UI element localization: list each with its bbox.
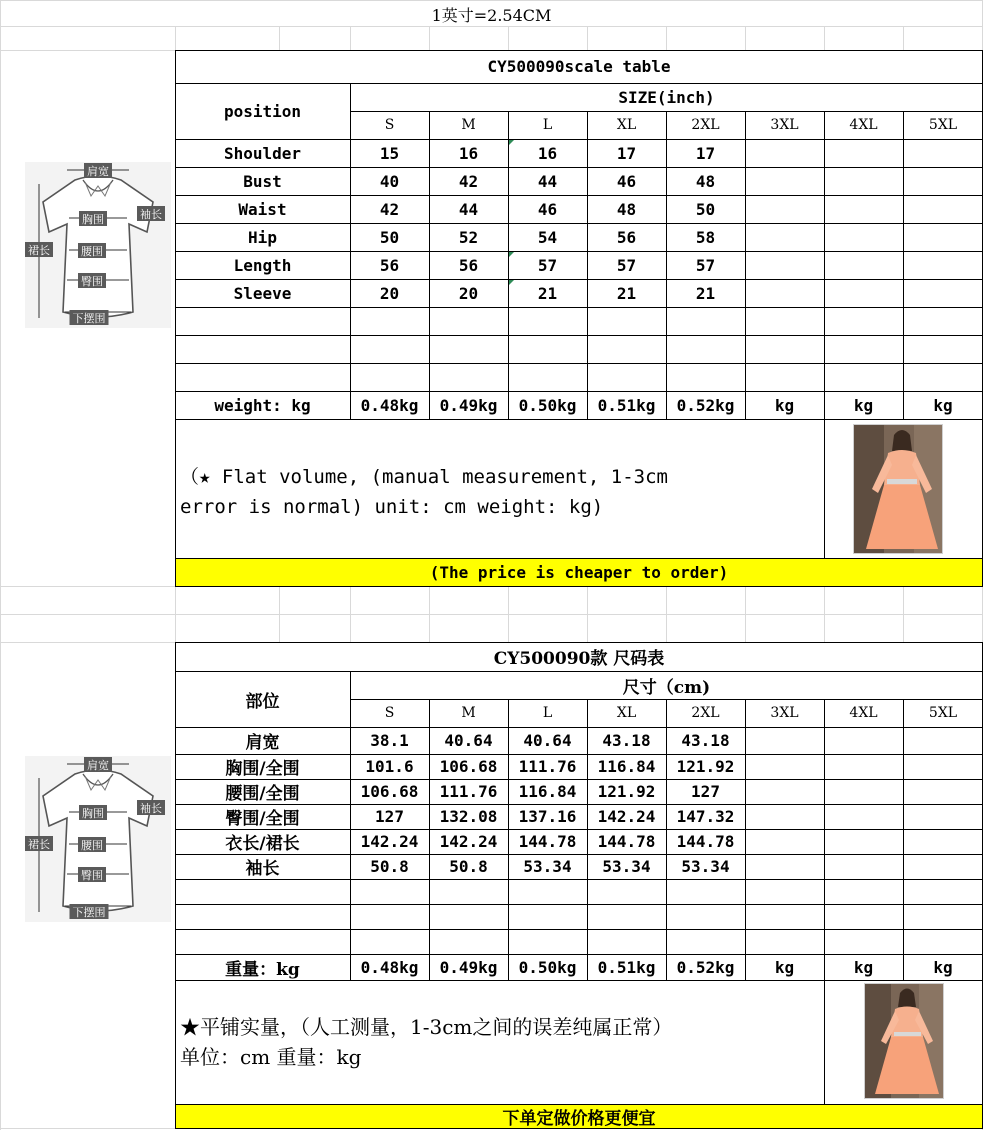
table-cell: 58 [695,227,716,247]
size-4xl: 4XL [849,705,878,721]
table-cell: 53.34 [681,857,730,876]
table-cell: 20 [379,283,400,303]
diagram-label: 下摆围 [72,906,106,919]
table-cell: 127 [375,807,404,826]
table-cell: 43.18 [602,731,651,750]
weight-cell: 0.50kg [518,957,577,977]
cell-marker [509,252,514,257]
measurement-note: （★ Flat volume, (manual measurement, 1-3cm [180,466,668,488]
table-cell: 46 [537,199,558,219]
price-banner: (The price is cheaper to order) [429,562,729,582]
table-cell: 43.18 [681,731,730,750]
weight-cell: 0.52kg [676,957,735,977]
table-cell: 46 [616,171,637,191]
weight-cell: 0.51kg [597,957,656,977]
table-cell: 44 [458,199,479,219]
weight-cell: 0.51kg [597,395,656,415]
product-photo [853,424,943,554]
table-cell: 144.78 [518,832,577,851]
table-cell: 116.84 [597,757,656,776]
table-cell: 50.8 [370,857,409,876]
diagram-label: 肩宽 [87,759,109,772]
table-cell: 42 [379,199,400,219]
row-label: Bust [243,171,282,191]
unit-note: 单位：cm 重量：kg [180,1045,362,1069]
table-cell: 44 [537,171,558,191]
position-header: position [223,101,302,121]
table-cell: 56 [379,255,400,275]
table-cell: 121.92 [676,757,735,776]
table-cell: 147.32 [676,807,735,826]
table-cell: 106.68 [439,757,498,776]
table-cell: 20 [458,283,479,303]
table-cell: 137.16 [518,807,577,826]
weight-cell: kg [774,957,795,977]
size-header: SIZE(inch) [618,87,715,107]
diagram-label: 袖长 [140,802,162,815]
cell-marker [509,140,514,145]
row-label: 臀围/全围 [225,809,300,829]
size-5xl: 5XL [928,117,958,133]
weight-cell: kg [853,395,874,415]
diagram-label: 袖长 [140,208,162,221]
table-cell: 142.24 [439,832,498,851]
size-m: M [461,705,476,721]
table-cell: 121.92 [597,782,656,801]
table-cell: 21 [695,283,716,303]
weight-cell: kg [933,957,953,977]
table-cell: 17 [695,143,716,163]
table-cell: 106.68 [360,782,419,801]
diagram-label: 胸围 [82,213,104,226]
row-label: Sleeve [233,283,292,303]
size-2xl: 2XL [691,117,720,133]
measurement-note: ★平铺实量，（人工测量，1-3cm之间的误差纯属正常） [180,1015,673,1039]
table-cell: 111.76 [439,782,498,801]
table-cell: 17 [616,143,637,163]
table-cell: 57 [616,255,637,275]
weight-cell: kg [853,957,874,977]
size-header: 尺寸（cm) [622,677,711,698]
diagram-label: 腰围 [81,839,103,852]
table-cell: 127 [691,782,720,801]
diagram-label: 臀围 [81,869,103,882]
diagram-label: 臀围 [81,275,103,288]
size-s: S [384,117,395,133]
size-xl: XL [616,117,637,133]
price-banner: 下单定做价格更便宜 [502,1108,656,1129]
table-cell: 142.24 [597,807,656,826]
table-cell: 21 [537,283,558,303]
table-cell: 40.64 [444,731,493,750]
diagram-label: 肩宽 [87,165,109,178]
table-cell: 50 [695,199,716,219]
table-cell: 40.64 [523,731,572,750]
weight-cell: 0.49kg [439,957,498,977]
row-label: 肩宽 [245,733,280,753]
row-label: Shoulder [223,143,302,163]
diagram-label: 胸围 [82,807,104,820]
table-title: CY500090款 尺码表 [493,649,665,669]
table-cell: 56 [458,255,479,275]
weight-label: 重量：kg [225,959,300,980]
table-cell: 53.34 [523,857,572,876]
weight-cell: 0.49kg [439,395,498,415]
table-cell: 57 [695,255,716,275]
table-cell: 16 [458,143,479,163]
size-l: L [542,117,553,133]
size-l: L [542,705,553,721]
dress-measurement-diagram [25,162,171,328]
size-4xl: 4XL [849,117,878,133]
diagram-label: 下摆围 [72,312,106,325]
weight-cell: 0.48kg [360,957,419,977]
table-cell: 116.84 [518,782,577,801]
diagram-label: 腰围 [81,245,103,258]
table-cell: 40 [379,171,400,191]
table-cell: 57 [537,255,558,275]
row-label: 衣长/裙长 [225,834,300,854]
row-label: 腰围/全围 [225,784,300,804]
table-cell: 48 [616,199,637,219]
row-label: Waist [238,199,287,219]
weight-cell: 0.50kg [518,395,577,415]
weight-cell: 0.52kg [676,395,735,415]
unit-note: error is normal) unit: cm weight: kg) [180,496,604,518]
table-cell: 142.24 [360,832,419,851]
table-cell: 54 [537,227,558,247]
weight-cell: kg [933,395,953,415]
conversion-header: 1英寸=2.54CM [431,5,552,25]
row-label: Length [233,255,292,275]
diagram-label: 裙长 [28,838,50,851]
table-cell: 53.34 [602,857,651,876]
table-cell: 21 [616,283,637,303]
size-2xl: 2XL [691,705,720,721]
table-cell: 101.6 [365,757,414,776]
table-title: CY500090scale table [487,57,671,76]
size-s: S [384,705,395,721]
table-cell: 52 [458,227,479,247]
table-cell: 50 [379,227,400,247]
table-cell: 42 [458,171,479,191]
weight-cell: kg [774,395,795,415]
table-cell: 38.1 [370,731,409,750]
diagram-label: 裙长 [28,244,50,257]
table-cell: 144.78 [597,832,656,851]
size-xl: XL [616,705,637,721]
table-cell: 144.78 [676,832,735,851]
table-cell: 56 [616,227,637,247]
weight-cell: 0.48kg [360,395,419,415]
row-label: Hip [248,227,277,247]
table-cell: 16 [537,143,558,163]
product-photo-cn [864,983,944,1099]
size-5xl: 5XL [928,705,958,721]
table-cell: 132.08 [439,807,498,826]
table-cell: 15 [379,143,400,163]
position-header: 部位 [245,691,280,712]
table-cell: 48 [695,171,716,191]
size-m: M [461,117,476,133]
weight-label: weight: kg [214,395,311,415]
table-cell: 111.76 [518,757,577,776]
cell-marker [509,280,514,285]
dress-measurement-diagram-cn [25,756,171,922]
row-label: 袖长 [245,859,280,879]
size-3xl: 3XL [770,705,799,721]
row-label: 胸围/全围 [225,759,300,779]
size-3xl: 3XL [770,117,799,133]
table-cell: 50.8 [449,857,488,876]
